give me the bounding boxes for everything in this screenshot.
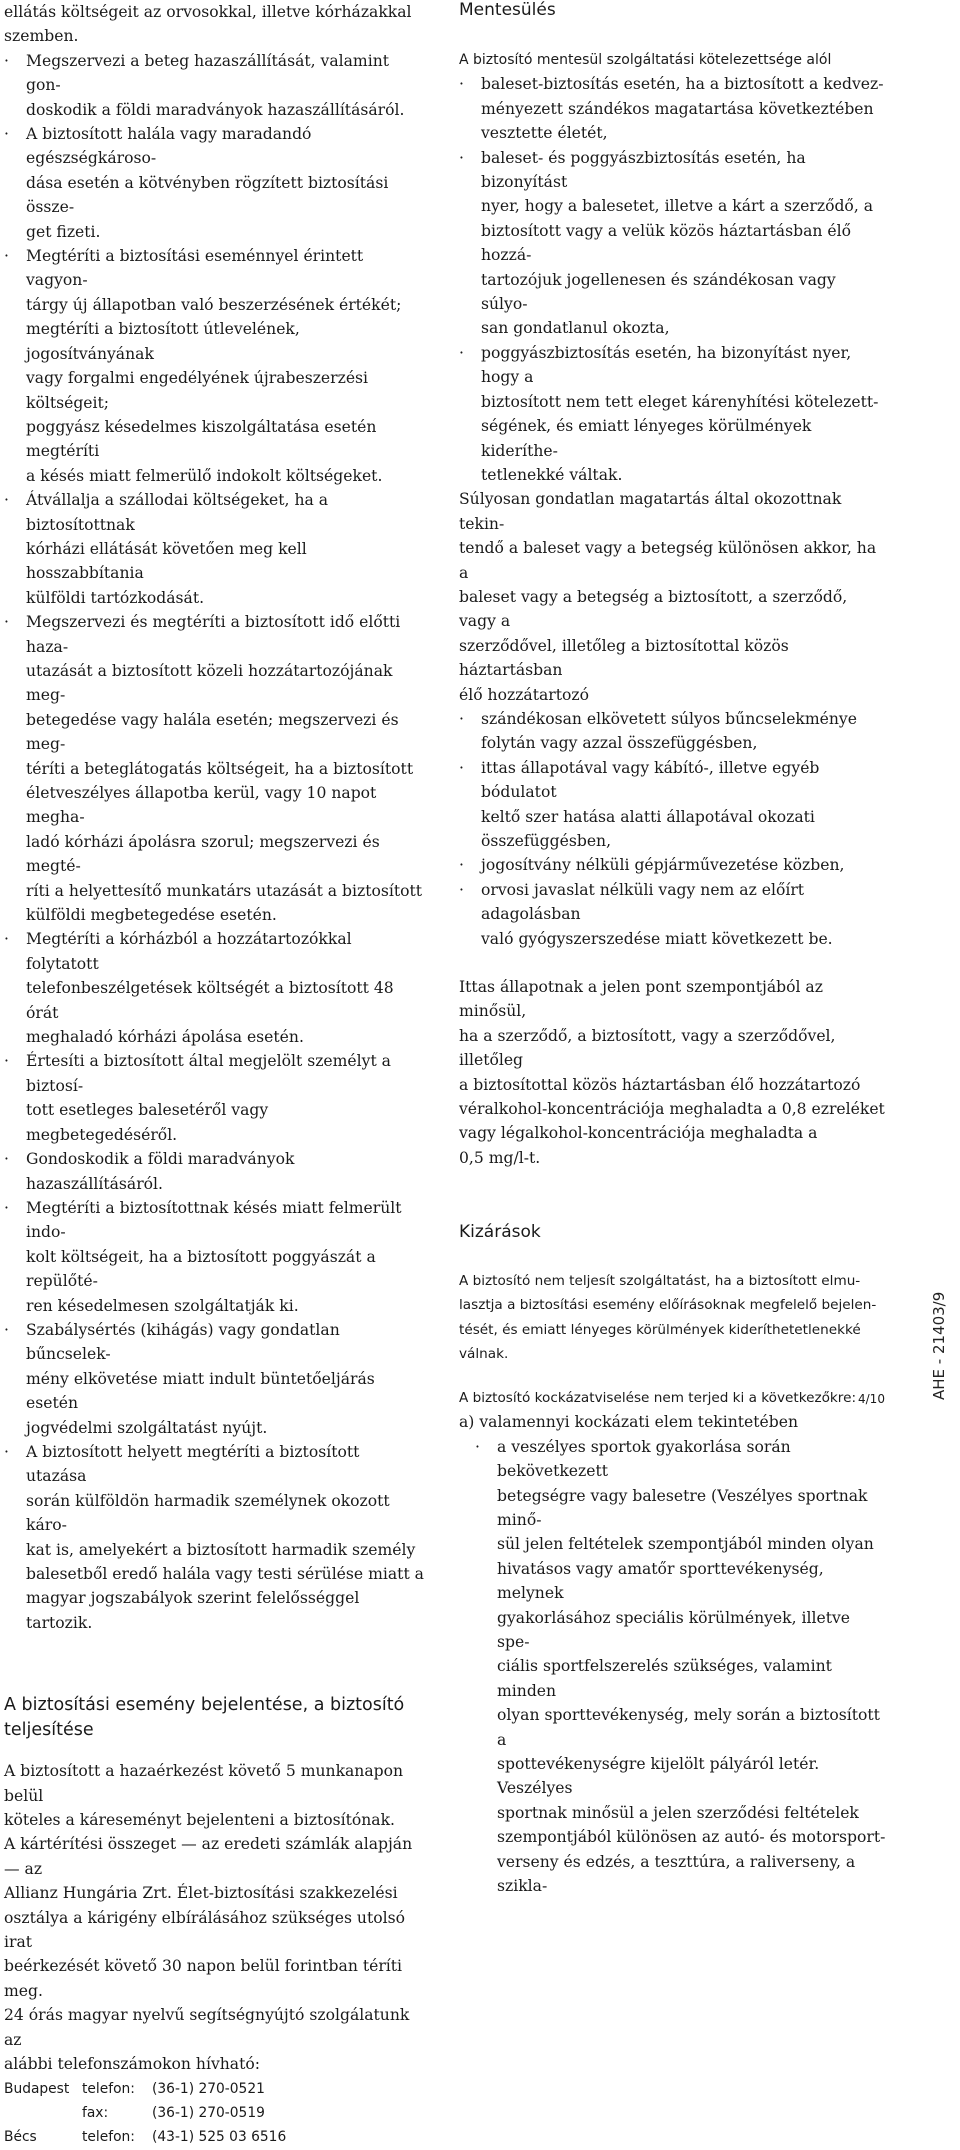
text-line: válnak. — [459, 1345, 509, 1362]
phone-kind: fax: — [82, 2104, 109, 2121]
bullet-item — [4, 244, 424, 488]
text-line: való gyógyszerszedése miatt következett be. — [481, 929, 833, 948]
bullet-item — [4, 488, 424, 610]
text-line: spottevékenységre kijelölt pályáról letér. Veszélyes — [497, 1754, 820, 1798]
bullet-item — [4, 122, 424, 244]
phone-kind: telefon: — [82, 2080, 135, 2097]
bullet-item — [459, 878, 887, 951]
paragraph — [4, 1759, 424, 2076]
phone-city — [4, 2101, 82, 2125]
text-line: élő hozzátartozó — [459, 685, 589, 704]
text-line: san gondatlanul okozta, — [481, 319, 670, 338]
text-line: alábbi telefonszámokon hívható: — [4, 2055, 261, 2074]
phone-kind: telefon: — [82, 2129, 135, 2146]
kizarasok-bold — [459, 1269, 887, 1366]
bullet-item — [4, 1318, 424, 1440]
phone-number: (43-1) 525 03 6516 — [152, 2129, 287, 2146]
text-line: A biztosított a hazaérkezést követő 5 munkanapon belül — [4, 1762, 404, 1805]
text-line: ciális sportfelszerelés szükséges, valamint minden — [497, 1657, 832, 1700]
kockazat-bold: A biztosító kockázatviselése nem terjed ki a következőkre: — [459, 1390, 857, 1407]
text-line: beérkezését követő 30 napon belül forintban téríti meg. — [4, 1957, 403, 2000]
text-line: keltő szer hatása alatti állapotával okozati — [481, 807, 815, 826]
phone-row — [4, 2077, 424, 2101]
text-line: poggyász késedelmes kiszolgáltatása esetén megtéríti — [26, 417, 377, 461]
left-column — [4, 0, 424, 2150]
right-column — [459, 0, 887, 1898]
phone-row — [4, 2101, 424, 2125]
text-line: doskodik a földi maradványok hazaszállításáról. — [26, 100, 405, 119]
text-line: külföldi megbetegedése esetén. — [26, 906, 277, 925]
text-line: telefonbeszélgetések költségét a biztosított 48 órát — [26, 979, 394, 1022]
bullet-item — [4, 610, 424, 927]
text-line: get fizeti. — [26, 222, 101, 241]
bullet-item — [4, 1196, 424, 1318]
text-line: · A biztosított helyett megtéríti a biztosított utazása — [26, 1442, 360, 1486]
text-line: szempontjából különösen az autó- és motorsport- — [497, 1828, 886, 1847]
text-line: során külföldön harmadik személynek okozott káro- — [26, 1491, 390, 1535]
text-line: vagy légalkohol-koncentrációja meghaladta a — [459, 1124, 818, 1143]
section-body — [4, 1759, 424, 2076]
text-line: tott esetleges balesetéről vagy megbetegedéséről. — [26, 1101, 269, 1144]
text-line: betegségre vagy balesetre (Veszélyes sportnak minő- — [497, 1486, 868, 1529]
text-line: összefüggésben, — [481, 832, 612, 850]
ittas-paragraph — [459, 975, 887, 1170]
text-line: · baleset-biztosítás esetén, ha a biztosított a kedvez- — [481, 75, 884, 94]
section-heading — [4, 1693, 424, 1743]
phone-table — [4, 2077, 424, 2150]
text-line: a biztosítottal közös háztartásban élő hozzátartozó — [459, 1075, 861, 1094]
text-line: · Megtéríti a biztosítottnak késés miatt felmerült indo- — [26, 1198, 402, 1242]
text-line: vagy forgalmi engedélyének újrabeszerzési költségeit; — [26, 369, 369, 412]
bullet-item — [459, 341, 887, 487]
text-line: olyan sporttevékenység, mely során a biztosított a — [497, 1706, 880, 1749]
text-line: osztálya a kárigény elbírálásához szükséges utolsó irat — [4, 1908, 405, 1952]
text-line: ményezett szándékos magatartása következtében — [481, 99, 874, 118]
text-line: dása esetén a kötvényben rögzített biztosítási össze- — [26, 173, 389, 217]
sulyos-paragraph — [459, 487, 887, 707]
text-line: balesetből eredő halála vagy testi sérülése miatt a — [26, 1565, 424, 1583]
text-line: ríti a helyettesítő munkatárs utazását a biztosított — [26, 881, 423, 900]
text-line: vesztette életét, — [481, 124, 608, 143]
text-line: Ittas állapotnak a jelen pont szempontjából az minősül, — [459, 978, 823, 1021]
text-line: köteles a káreseményt bejelenteni a biztosítónak. — [4, 1811, 396, 1830]
page-number: 4/10 — [858, 1392, 885, 1406]
text-line: · baleset- és poggyászbiztosítás esetén, ha bizonyítást — [481, 148, 806, 192]
text-line: téríti a beteglátogatás költségeit, ha a biztosított — [26, 759, 414, 778]
heading-kizarasok: Kizárások — [459, 1222, 541, 1243]
kockazat-a: a) valamennyi kockázati elem tekintetében — [459, 1413, 799, 1432]
bullet-item — [4, 1147, 424, 1196]
text-line: megtéríti a biztosított útlevelének, jogosítványának — [26, 320, 300, 363]
text-line: · ittas állapotával vagy kábító-, illetve egyéb bódulatot — [481, 758, 820, 802]
section-heading-line: A biztosítási esemény bejelentése, a biztosító — [4, 1695, 405, 1716]
bullet-item — [4, 1049, 424, 1147]
phone-city: Bécs — [4, 2129, 37, 2146]
text-line: kórházi ellátását követően meg kell hosszabbítania — [26, 539, 307, 583]
phone-row — [4, 2125, 424, 2149]
text-line: ha a szerződő, a biztosított, vagy a szerződővel, illetőleg — [459, 1026, 836, 1070]
sulyos-bullets — [459, 707, 887, 951]
text-line: biztosított nem tett eleget kárenyhítési kötelezett- — [481, 392, 879, 411]
text-line: nyer, hogy a balesetet, illetve a kárt a szerződő, a — [481, 197, 874, 216]
text-line: verseny és edzés, a teszttúra, a raliverseny, a szikla- — [497, 1852, 856, 1896]
text-line: · a veszélyes sportok gyakorlása során bekövetkezett — [497, 1437, 791, 1481]
text-line: · orvosi javaslat nélküli vagy nem az előírt adagolásban — [481, 880, 805, 924]
bullet-item — [459, 146, 887, 341]
paragraph — [459, 487, 887, 707]
text-line: · Megtéríti a kórházból a hozzátartozókkal folytatott — [26, 930, 352, 973]
text-line: véralkohol-koncentrációja meghaladta a 0,8 ezreléket — [459, 1100, 885, 1119]
text-line: jogvédelmi szolgáltatást nyújt. — [26, 1418, 268, 1437]
text-line: A kártérítési összeget — az eredeti számlák alapján — az — [4, 1835, 413, 1878]
text-line: hivatásos vagy amatőr sporttevékenység, melynek — [497, 1559, 824, 1603]
bullet-item — [4, 927, 424, 1049]
text-line: biztosított vagy a velük közös háztartásban élő hozzá- — [481, 221, 851, 265]
bullet-item — [459, 707, 887, 756]
text-line: ségének, és emiatt lényeges körülmények kideríthe- — [481, 417, 812, 460]
text-line: szerződővel, illetőleg a biztosítottal közös háztartásban — [459, 636, 789, 680]
phone-number: (36-1) 270-0521 — [152, 2080, 265, 2097]
text-line: betegedése vagy halála esetén; megszervezi és meg- — [26, 710, 399, 754]
text-line: Súlyosan gondatlan magatartás által okozottnak tekin- — [459, 490, 842, 533]
text-line: 0,5 mg/l-t. — [459, 1148, 541, 1167]
heading-mentesules: Mentesülés — [459, 0, 556, 20]
phone-city: Budapest — [4, 2080, 70, 2097]
text-line: kolt költségeit, ha a biztosított poggyászát a repülőté- — [26, 1247, 376, 1291]
text-line: · Értesíti a biztosított által megjelölt személyt a biztosí- — [26, 1052, 391, 1095]
text-line: · szándékosan elkövetett súlyos bűncselekménye — [481, 709, 857, 728]
bullet-item — [4, 49, 424, 122]
text-line: meghaladó kórházi ápolása esetén. — [26, 1028, 304, 1047]
text-line: folytán vagy azzal összefüggésben, — [481, 734, 758, 753]
text-line: sportnak minősül a jelen szerződési feltételek — [497, 1803, 859, 1822]
document-code: AHE - 21403/9 — [930, 1291, 948, 1400]
text-line: ladó kórházi ápolásra szorul; megszervezi és megté- — [26, 832, 380, 876]
text-line: tárgy új állapotban való beszerzésének értékét; — [26, 295, 402, 314]
mentesules-intro: A biztosító mentesül szolgáltatási kötelezettsége alól — [459, 52, 832, 68]
text-line: utazását a biztosított közeli hozzátartozójának meg- — [26, 661, 393, 705]
text-line: mény elkövetése miatt indult büntetőeljárás esetén — [26, 1369, 375, 1413]
text-line: · poggyászbiztosítás esetén, ha bizonyítást nyer, hogy a — [481, 343, 852, 387]
text-line: A biztosító nem teljesít szolgáltatást, ha a biztosított elmu- — [459, 1273, 861, 1290]
paragraph — [459, 1269, 887, 1366]
text-line: ren késedelmesen szolgáltatják ki. — [26, 1296, 299, 1315]
text-line: · Megtéríti a biztosítási eseménnyel érintett vagyon- — [26, 247, 364, 290]
text-line: tését, és emiatt lényeges körülmények kideríthetetlenekké — [459, 1321, 861, 1338]
text-line: a késés miatt felmerülő indokolt költségeket. — [26, 466, 383, 485]
left-bullet-list — [4, 49, 424, 1635]
bullet-item — [475, 1435, 887, 1899]
text-line: lasztja a biztosítási esemény előírásoknak megfelelő bejelen- — [459, 1297, 877, 1314]
intro-line: szemben. — [4, 27, 79, 46]
mentesules-bullets — [459, 72, 887, 487]
text-line: 24 órás magyar nyelvű segítségnyújtó szolgálatunk az — [4, 2006, 410, 2049]
text-line: életveszélyes állapotba kerül, vagy 10 napot megha- — [26, 784, 377, 827]
phone-number: (36-1) 270-0519 — [152, 2104, 265, 2121]
text-line: tartozójuk jogellenesen és szándékosan vagy súlyo- — [481, 270, 836, 314]
bullet-item — [459, 756, 887, 854]
text-line: Allianz Hungária Zrt. Élet-biztosítási szakkezelési — [4, 1884, 398, 1903]
bullet-item — [4, 1440, 424, 1635]
text-line: baleset vagy a betegség a biztosított, a szerződő, vagy a — [459, 587, 848, 631]
text-line: kat is, amelyekért a biztosított harmadik személy — [26, 1540, 416, 1559]
text-line: tendő a baleset vagy a betegség különösen akkor, ha a — [459, 539, 877, 582]
intro-line: ellátás költségeit az orvosokkal, illetve kórházakkal — [4, 3, 412, 21]
text-line: · A biztosított halála vagy maradandó egészségkároso- — [26, 125, 312, 168]
text-line: · Megszervezi a beteg hazaszállítását, valamint gon- — [26, 51, 390, 95]
text-line: · Szabálysértés (kihágás) vagy gondatlan bűncselek- — [26, 1320, 340, 1364]
bullet-item — [459, 853, 887, 877]
text-line: magyar jogszabályok szerint felelősséggel tartozik. — [26, 1589, 360, 1632]
paragraph — [459, 975, 887, 1170]
kockazat-bullet — [459, 1435, 887, 1899]
text-line: · Megszervezi és megtéríti a biztosított idő előtti haza- — [26, 613, 401, 656]
text-line: sül jelen feltételek szempontjából minden olyan — [497, 1535, 874, 1554]
text-line: · Gondoskodik a földi maradványok hazaszállításáról. — [26, 1150, 295, 1193]
text-line: külföldi tartózkodását. — [26, 588, 205, 607]
section-heading-line: teljesítése — [4, 1720, 94, 1741]
text-line: tetlenekké váltak. — [481, 465, 623, 484]
bullet-item — [459, 72, 887, 145]
text-line: · Átvállalja a szállodai költségeket, ha a biztosítottnak — [26, 491, 329, 534]
text-line: · jogosítvány nélküli gépjárművezetése közben, — [481, 856, 845, 875]
text-line: gyakorlásához speciális körülmények, illetve spe- — [497, 1608, 851, 1651]
